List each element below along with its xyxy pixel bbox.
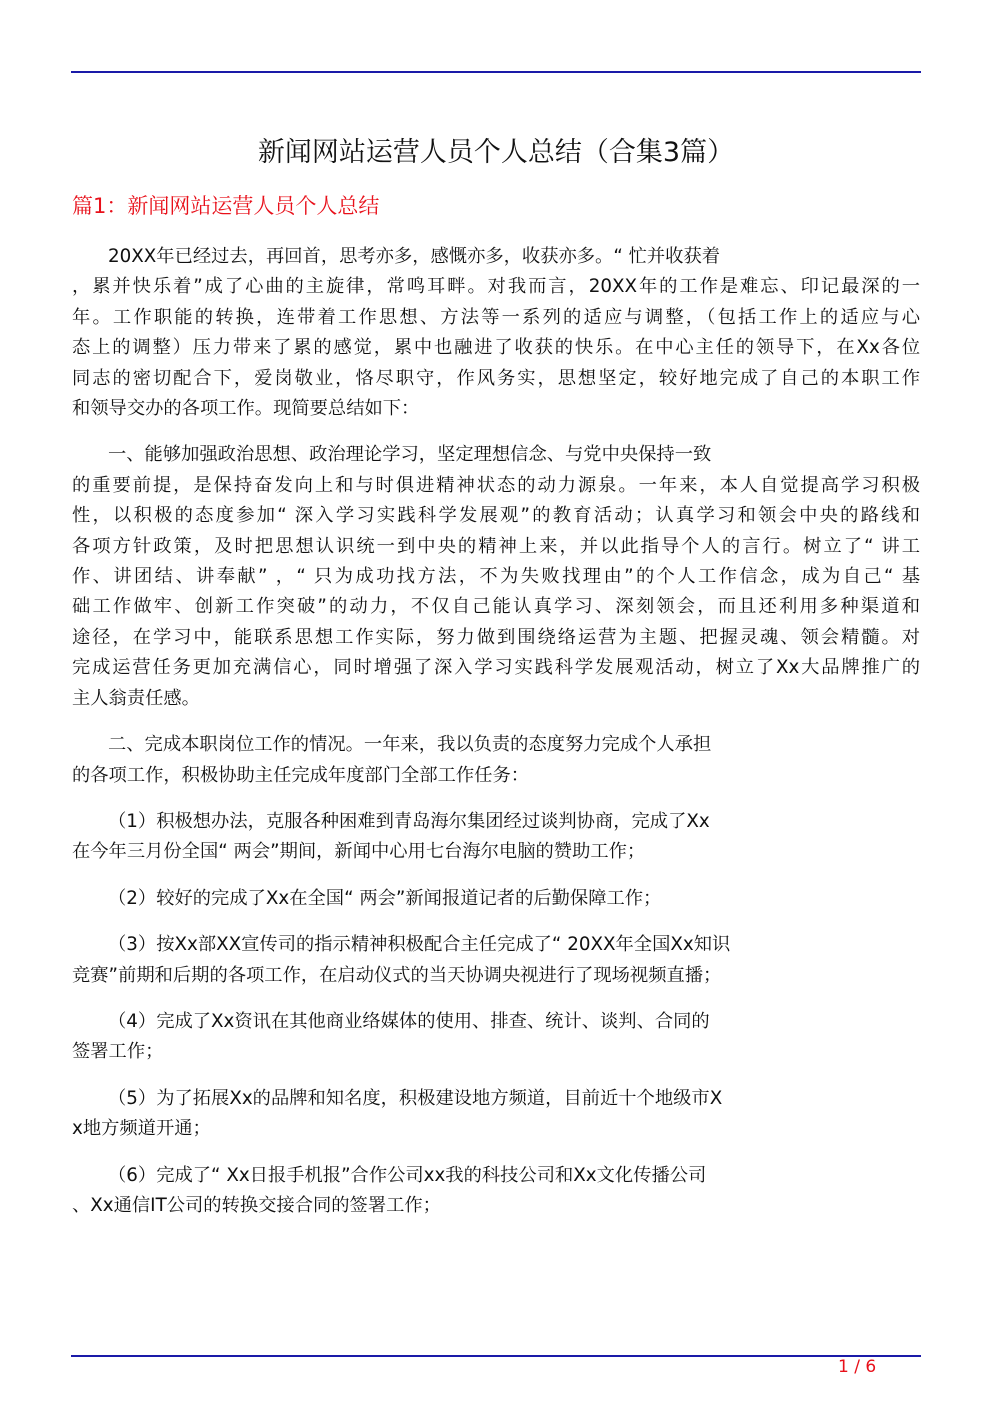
text-line: （5）为了拓展Xx的品牌和知名度，积极建设地方频道，目前近十个地级市X bbox=[108, 1087, 723, 1109]
text-line: （6）完成了“ Xx日报手机报”合作公司xx我的科技公司和Xx文化传播公司 bbox=[108, 1164, 707, 1186]
text-line: 签署工作； bbox=[72, 1041, 164, 1063]
header-rule bbox=[71, 71, 921, 73]
text-line: ，累并快乐着”成了心曲的主旋律，常鸣耳畔。对我而言，20XX年的工作是难忘、印记最深的一 bbox=[72, 276, 920, 298]
text-line: 同志的密切配合下，爱岗敬业，恪尽职守，作风务实，思想坚定，较好地完成了自己的本职工作 bbox=[72, 367, 920, 389]
text-line: 完成运营任务更加充满信心，同时增强了深入学习实践科学发展观活动，树立了Xx大品牌推广的 bbox=[72, 657, 920, 679]
paragraph-section-1 bbox=[72, 440, 920, 714]
text-line: 础工作做牢、创新工作突破”的动力，不仅自己能认真学习、深刻领会，而且还利用多种渠道和 bbox=[72, 596, 920, 618]
text-line: 在今年三月份全国“ 两会”期间，新闻中心用七台海尔电脑的赞助工作； bbox=[72, 841, 646, 863]
text-line: 的重要前提，是保持奋发向上和与时俱进精神状态的动力源泉。一年来，本人自觉提高学习积极 bbox=[72, 474, 920, 496]
list-item-5 bbox=[72, 1084, 920, 1145]
document-body bbox=[72, 242, 920, 1237]
list-item-3 bbox=[72, 930, 920, 991]
text-line: 各项方针政策，及时把思想认识统一到中央的精神上来，并以此指导个人的言行。树立了“ 讲工 bbox=[72, 535, 920, 557]
document-title: 新闻网站运营人员个人总结（合集3篇） bbox=[257, 137, 735, 168]
text-line: 作、讲团结、讲奉献” ，“ 只为成功找方法，不为失败找理由”的个人工作信念，成为自己“ 基 bbox=[72, 566, 920, 588]
text-line: 二、完成本职岗位工作的情况。一年来，我以负责的态度努力完成个人承担 bbox=[108, 734, 712, 756]
paragraph-intro bbox=[72, 242, 920, 424]
list-item-1 bbox=[72, 807, 920, 868]
text-line: 一、能够加强政治思想、政治理论学习，坚定理想信念、与党中央保持一致 bbox=[108, 444, 712, 466]
paragraph-section-2 bbox=[72, 730, 920, 791]
text-line: 性，以积极的态度参加“ 深入学习实践科学发展观”的教育活动；认真学习和领会中央的路线和 bbox=[72, 505, 920, 527]
text-line: 竞赛”前期和后期的各项工作，在启动仪式的当天协调央视进行了现场视频直播； bbox=[72, 964, 722, 986]
text-line: 态上的调整）压力带来了累的感觉，累中也融进了收获的快乐。在中心主任的领导下，在Xx各位 bbox=[72, 337, 920, 359]
text-line: 年。工作职能的转换，连带着工作思想、方法等一系列的适应与调整，（包括工作上的适应与心 bbox=[72, 306, 920, 328]
text-line: 和领导交办的各项工作。现简要总结如下： bbox=[72, 398, 420, 420]
text-line: 主人翁责任感。 bbox=[72, 687, 200, 709]
text-line: （2）较好的完成了Xx在全国“ 两会”新闻报道记者的后勤保障工作； bbox=[108, 887, 662, 909]
section-heading: 篇1：新闻网站运营人员个人总结 bbox=[72, 194, 380, 218]
text-line: 途径，在学习中，能联系思想工作实际，努力做到围绕络运营为主题、把握灵魂、领会精髓。对 bbox=[72, 626, 920, 648]
list-item-4 bbox=[72, 1007, 920, 1068]
footer-rule bbox=[71, 1355, 921, 1357]
text-line: 20XX年已经过去，再回首，思考亦多，感慨亦多，收获亦多。“ 忙并收获着 bbox=[108, 246, 721, 267]
text-line: 、Xx通信IT公司的转换交接合同的签署工作； bbox=[72, 1194, 441, 1216]
text-line: x地方频道开通； bbox=[72, 1118, 211, 1140]
text-line: （1）积极想办法，克服各种困难到青岛海尔集团经过谈判协商，完成了Xx bbox=[108, 810, 710, 832]
page-number: 1 / 6 bbox=[838, 1357, 877, 1377]
text-line: 的各项工作，积极协助主任完成年度部门全部工作任务： bbox=[72, 764, 530, 786]
text-line: （4）完成了Xx资讯在其他商业络媒体的使用、排查、统计、谈判、合同的 bbox=[108, 1010, 710, 1032]
text-line: （3）按Xx部XX宣传司的指示精神积极配合主任完成了“ 20XX年全国Xx知识 bbox=[108, 934, 731, 956]
list-item-2 bbox=[72, 884, 920, 914]
list-item-6 bbox=[72, 1161, 920, 1222]
